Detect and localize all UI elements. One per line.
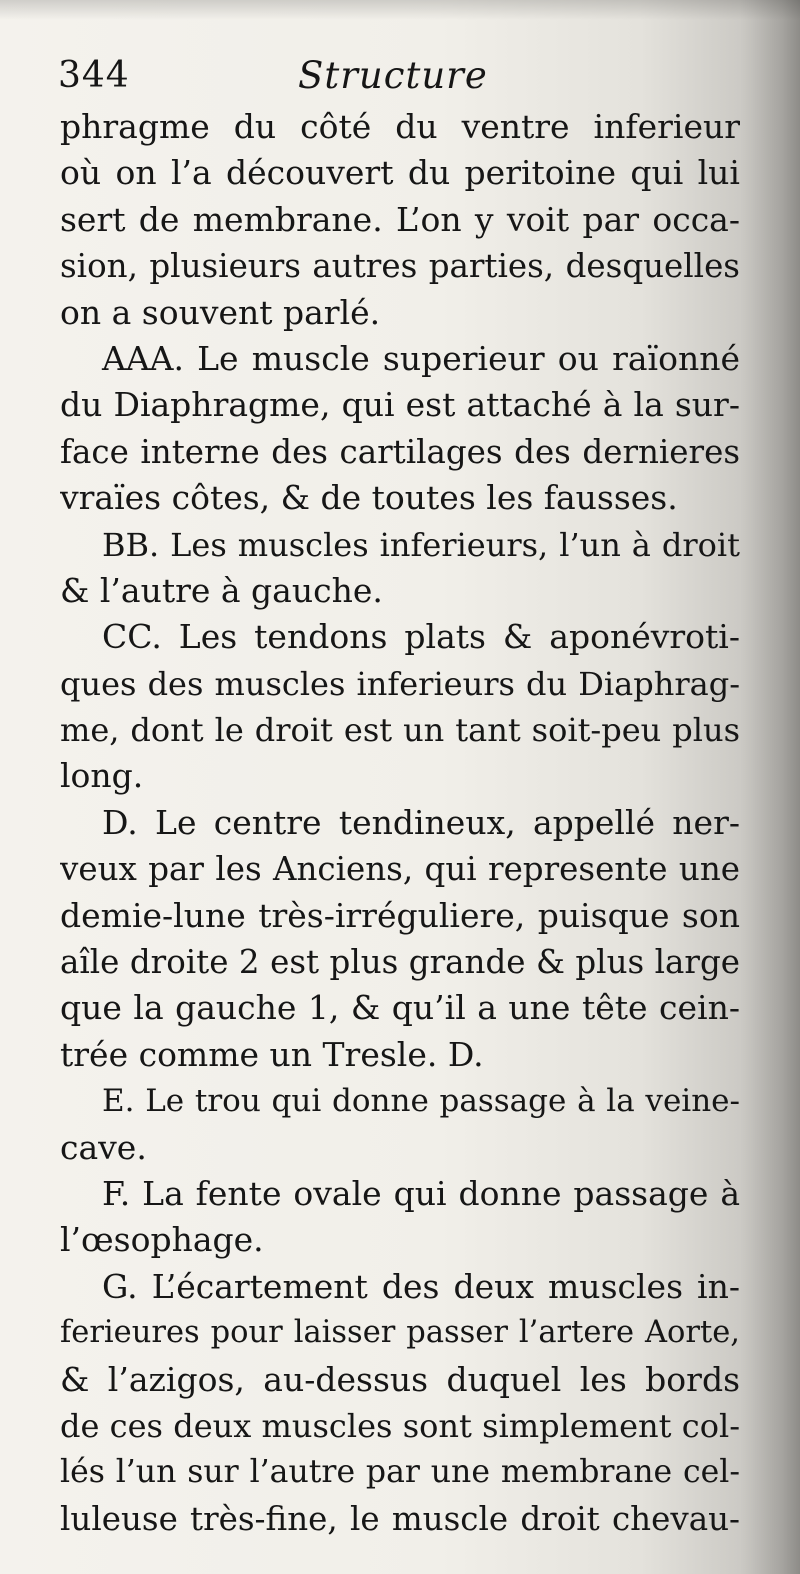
text-line: face interne des cartilages des dernieres: [60, 432, 740, 471]
text-line: que la gauche 1, & qu’il a une tête cein-: [60, 988, 740, 1028]
text-line: ques des muscles inferieurs du Diaphrag-: [60, 664, 740, 703]
text-line: lés l’un sur l’autre par une membrane cel-: [60, 1454, 740, 1491]
text-line: on a souvent parlé.: [60, 292, 381, 332]
text-line: aîle droite 2 est plus grande & plus large: [60, 943, 740, 982]
text-line: & l’autre à gauche.: [60, 570, 383, 610]
page-header: [58, 46, 758, 106]
body-text: [60, 104, 740, 1542]
text-line: veux par les Anciens, qui represente une: [60, 850, 740, 889]
text-line: demie-lune très-irréguliere, puisque son: [60, 895, 740, 935]
text-line: phragme du côté du ventre inferieur: [60, 107, 740, 146]
text-line: où on l’a découvert du peritoine qui lui: [60, 153, 740, 193]
text-line: me, dont le droit est un tant soit-peu plus: [60, 711, 740, 750]
text-line: du Diaphragme, qui est attaché à la sur-: [60, 385, 740, 425]
text-line: E. Le trou qui donne passage à la veine-: [102, 1083, 740, 1120]
text-line: cave.: [60, 1127, 147, 1167]
text-line: trée comme un Tresle. D.: [60, 1034, 484, 1074]
text-line: vraïes côtes, & de toutes les fausses.: [60, 478, 678, 518]
running-title: Structure: [298, 54, 488, 97]
text-line: ferieures pour laisser passer l’artere Aorte,: [60, 1315, 740, 1351]
text-line: sert de membrane. L’on y voit par occa-: [60, 199, 740, 239]
text-line: & l’azigos, au-dessus duquel les bords: [60, 1359, 740, 1399]
text-line: AAA. Le muscle superieur ou raïonné: [102, 338, 740, 378]
text-line: BB. Les muscles inferieurs, l’un à droit: [102, 525, 740, 564]
text-line: D. Le centre tendineux, appellé ner-: [102, 802, 740, 842]
text-line: l’œsophage.: [60, 1220, 264, 1260]
page-number: 344: [58, 55, 130, 96]
binding-gutter-shadow: [740, 0, 800, 1574]
text-line: sion, plusieurs autres parties, desquelles: [60, 247, 740, 286]
text-line: de ces deux muscles sont simplement col-: [60, 1406, 740, 1445]
text-line: luleuse très-fine, le muscle droit chevau-: [60, 1499, 740, 1538]
text-line: G. L’écartement des deux muscles in-: [102, 1266, 740, 1306]
text-line: CC. Les tendons plats & aponévroti-: [102, 617, 740, 657]
text-line: long.: [60, 756, 144, 796]
top-edge-shadow: [0, 0, 800, 20]
text-line: F. La fente ovale qui donne passage à: [102, 1173, 740, 1213]
